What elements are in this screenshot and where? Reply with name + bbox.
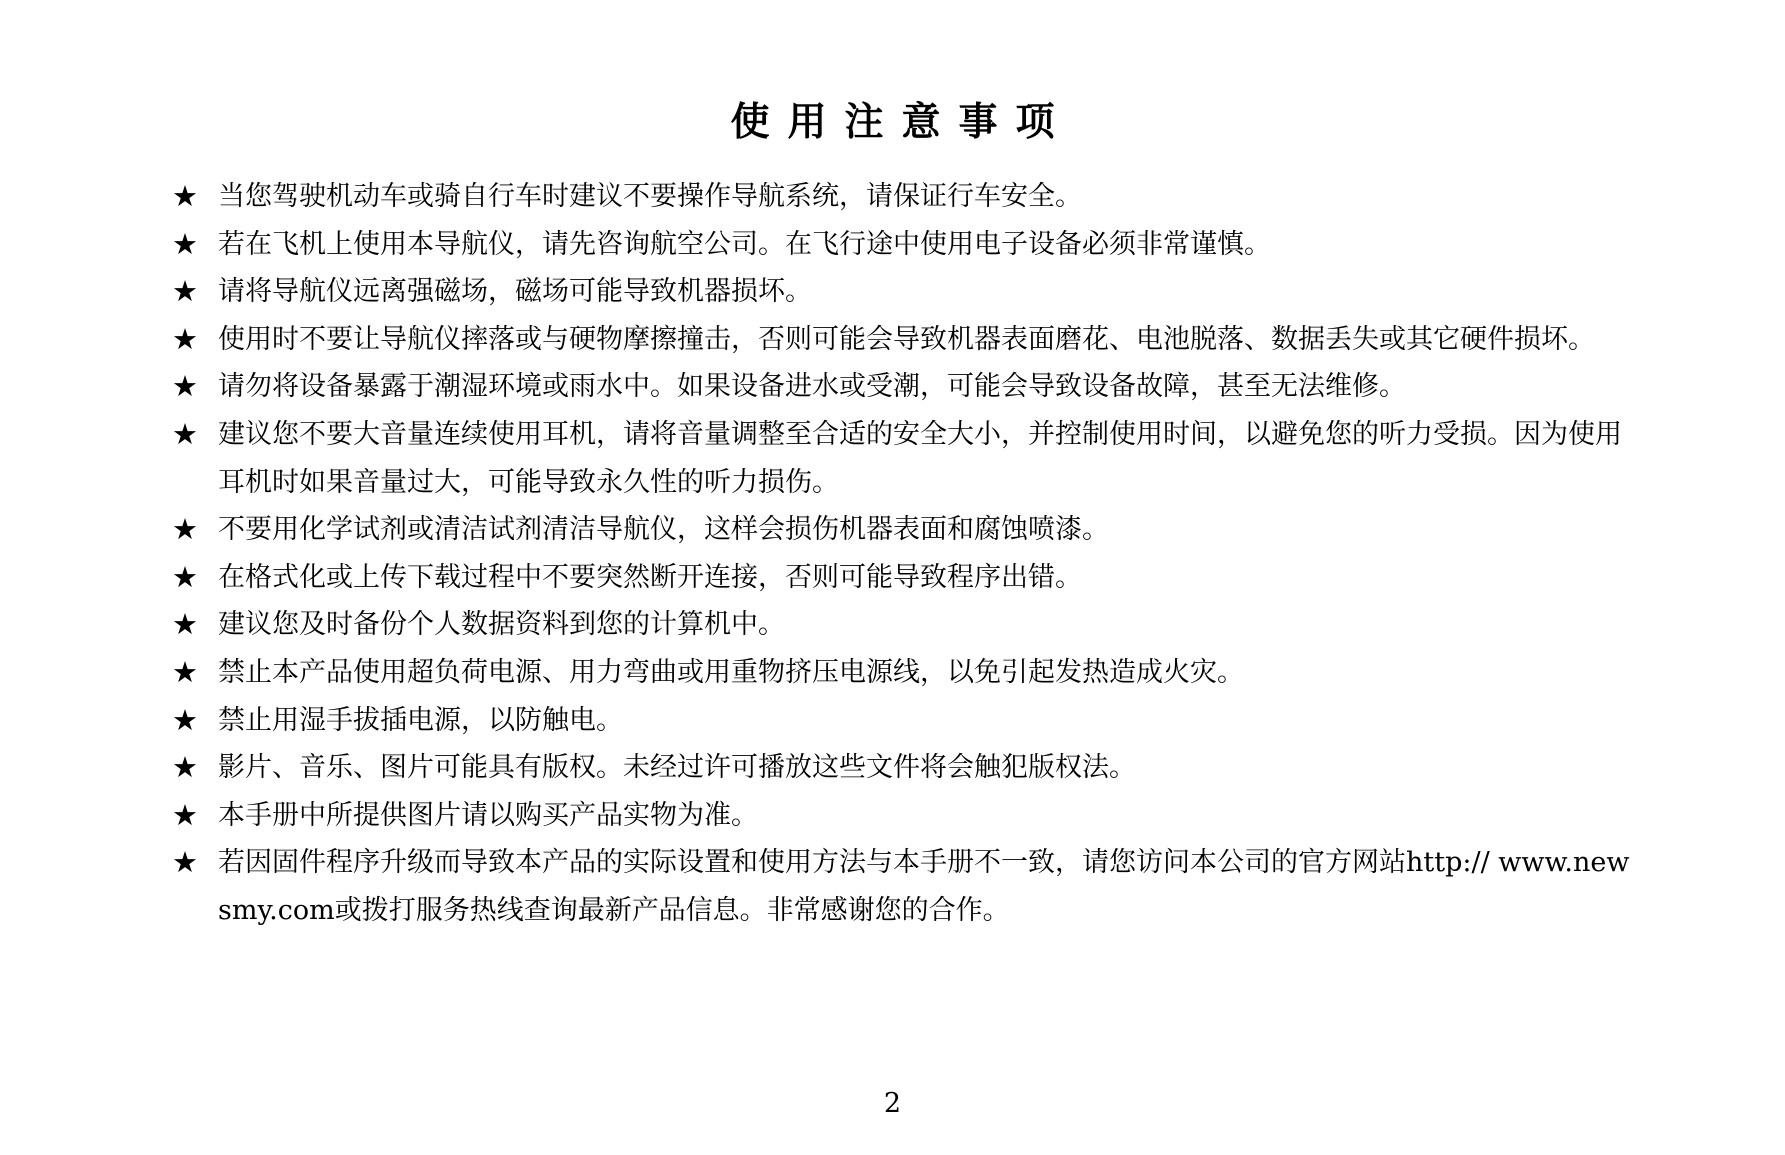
star-bullet-icon: ★ (172, 797, 198, 832)
star-bullet-icon: ★ (172, 845, 198, 880)
note-text: 建议您及时备份个人数据资料到您的计算机中。 (218, 609, 785, 641)
list-item (172, 173, 1632, 221)
star-bullet-icon: ★ (172, 512, 198, 547)
list-item (172, 601, 1632, 649)
list-item (172, 221, 1632, 269)
note-text: 禁止用湿手拔插电源，以防触电。 (218, 704, 623, 736)
page-number: 2 (883, 1088, 902, 1119)
list-item (172, 839, 1632, 934)
star-bullet-icon: ★ (172, 607, 198, 642)
note-text: 请勿将设备暴露于潮湿环境或雨水中。如果设备进水或受潮，可能会导致设备故障，甚至无法维修。 (218, 371, 1406, 403)
page-title: 使用注意事项 (730, 99, 1073, 145)
usage-notes-list (172, 173, 1632, 935)
note-text: 请将导航仪远离强磁场，磁场可能导致机器损坏。 (218, 276, 812, 308)
note-text: 禁止本产品使用超负荷电源、用力弯曲或用重物挤压电源线，以免引起发热造成火灾。 (218, 656, 1244, 688)
star-bullet-icon: ★ (172, 416, 198, 451)
list-item (172, 363, 1632, 411)
note-text: 建议您不要大音量连续使用耳机，请将音量调整至合适的安全大小，并控制使用时间，以避免您的听力受损。因为使用耳机时如果音量过大，可能导致永久性的听力损伤。 (218, 418, 1622, 498)
list-item (172, 506, 1632, 554)
list-item (172, 792, 1632, 840)
note-text: 影片、音乐、图片可能具有版权。未经过许可播放这些文件将会触犯版权法。 (218, 752, 1136, 784)
star-bullet-icon: ★ (172, 559, 198, 594)
star-bullet-icon: ★ (172, 226, 198, 261)
star-bullet-icon: ★ (172, 654, 198, 689)
note-text: 不要用化学试剂或清洁试剂清洁导航仪，这样会损伤机器表面和腐蚀喷漆。 (218, 514, 1109, 546)
list-item (172, 316, 1632, 364)
note-text: 使用时不要让导航仪摔落或与硬物摩擦撞击，否则可能会导致机器表面磨花、电池脱落、数据丢失或其它硬件损坏。 (218, 323, 1595, 355)
note-text: 若因固件程序升级而导致本产品的实际设置和使用方法与本手册不一致，请您访问本公司的官方网站http:// www.newsmy.com或拨打服务热线查询最新产品信息。非常感谢您的合作。 (218, 847, 1630, 926)
note-text: 若在飞机上使用本导航仪，请先咨询航空公司。在飞行途中使用电子设备必须非常谨慎。 (218, 228, 1271, 260)
note-text: 当您驾驶机动车或骑自行车时建议不要操作导航系统，请保证行车安全。 (218, 181, 1082, 212)
star-bullet-icon: ★ (172, 369, 198, 404)
note-text: 本手册中所提供图片请以购买产品实物为准。 (218, 799, 758, 831)
list-item (172, 649, 1632, 697)
star-bullet-icon: ★ (172, 274, 198, 309)
star-bullet-icon: ★ (172, 750, 198, 785)
list-item (172, 268, 1632, 316)
star-bullet-icon: ★ (172, 702, 198, 737)
list-item (172, 554, 1632, 602)
note-text: 在格式化或上传下载过程中不要突然断开连接，否则可能导致程序出错。 (218, 561, 1082, 593)
star-bullet-icon: ★ (172, 321, 198, 356)
list-item (172, 697, 1632, 745)
list-item (172, 744, 1632, 792)
list-item (172, 411, 1632, 506)
star-bullet-icon: ★ (172, 179, 198, 213)
